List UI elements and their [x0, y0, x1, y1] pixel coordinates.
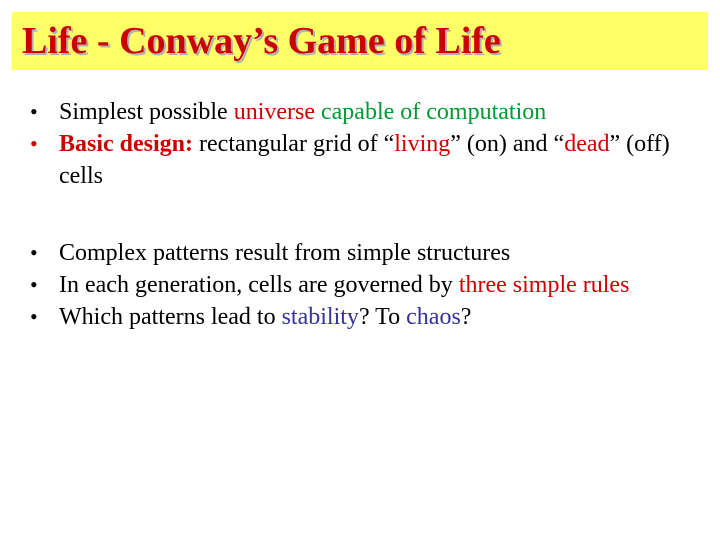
- text-segment: dead: [564, 131, 610, 157]
- bullet-marker: •: [30, 240, 38, 265]
- slide-title: Life - Conway’s Game of Life: [22, 20, 501, 62]
- text-segment: Simplest possible: [59, 99, 234, 125]
- bullet-marker: •: [30, 99, 38, 124]
- text-segment: ” (off) cells: [59, 131, 670, 189]
- text-segment: ?: [460, 304, 472, 330]
- bullet-item: [30, 237, 680, 269]
- text-segment: three simple rules: [458, 272, 630, 298]
- bullet-item: [30, 96, 680, 128]
- text-segment: chaos: [406, 304, 461, 330]
- bullet-marker: •: [30, 304, 38, 329]
- bullet-item: [30, 128, 680, 192]
- text-segment: universe: [233, 99, 315, 125]
- bullet-group: [30, 96, 680, 192]
- bullet-marker: •: [30, 131, 38, 156]
- text-segment: ” (on) and “: [450, 131, 565, 157]
- bullet-item: [30, 269, 680, 301]
- text-segment: living: [394, 131, 451, 157]
- bullet-group: [30, 237, 680, 333]
- bold-label: Basic design:: [59, 131, 194, 157]
- text-segment: ? To: [358, 304, 407, 330]
- bullet-list: [30, 96, 680, 333]
- bullet-item: [30, 301, 680, 333]
- bullet-marker: •: [30, 272, 38, 297]
- text-segment: rectangular grid of “: [193, 131, 395, 157]
- text-segment: In each generation, cells are governed by: [59, 272, 459, 298]
- text-segment: Complex patterns result from simple structures: [59, 240, 511, 266]
- text-segment: Which patterns lead to: [59, 304, 282, 330]
- text-segment: capable of computation: [315, 99, 547, 125]
- title-banner: [12, 12, 708, 70]
- text-segment: stability: [281, 304, 359, 330]
